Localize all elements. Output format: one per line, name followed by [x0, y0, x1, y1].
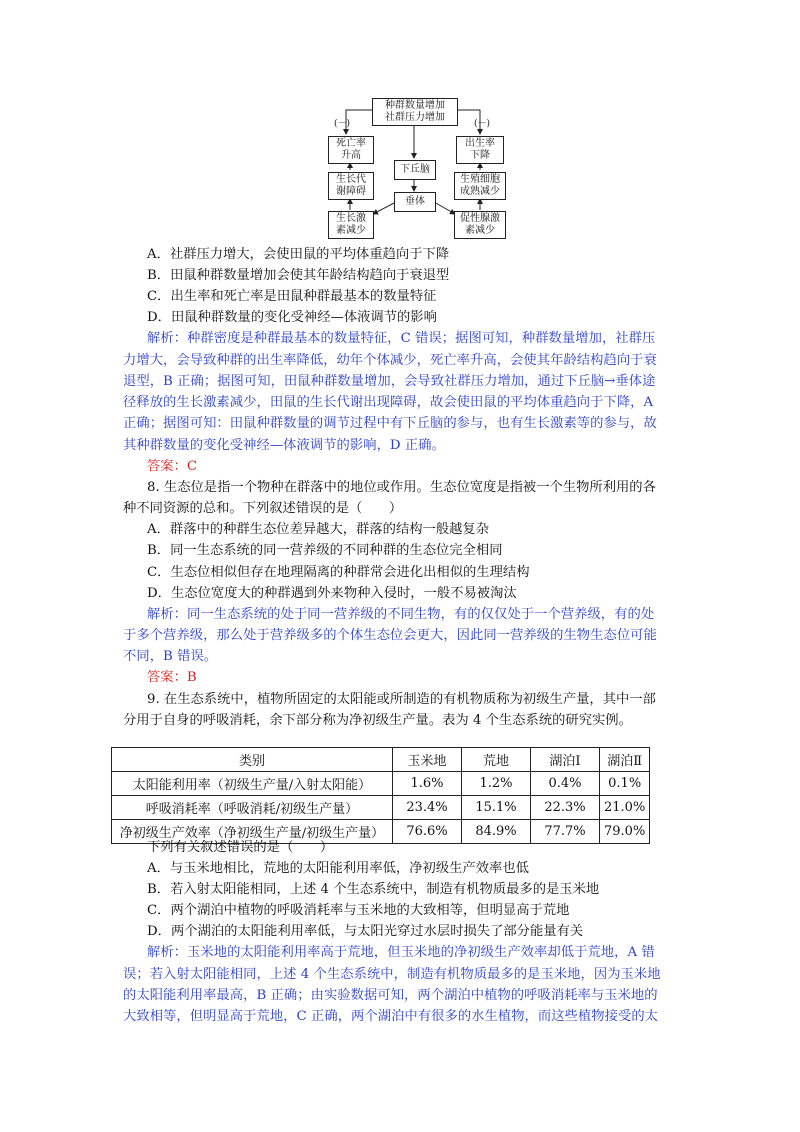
table-header-cell: 类别 — [112, 748, 393, 772]
q7-analysis-3: 退型，B 正确；据图可知，田鼠种群数量增加，会导致社群压力增加，通过下丘脑→垂体途 — [123, 374, 656, 389]
table-cell: 76.6% — [393, 820, 462, 844]
q7-option-d: D．田鼠种群数量的变化受神经—体液调节的影响 — [147, 310, 437, 325]
q8-stem-2: 种不同资源的总和。下列叙述错误的是（ ） — [123, 501, 403, 516]
data-table — [111, 747, 650, 844]
q7-analysis-2: 力增大，会导致种群的出生率降低，幼年个体减少，死亡率升高，会使其年龄结构趋向于衰 — [123, 353, 657, 368]
top-box: 种群数量增加 社群压力增加 — [372, 98, 458, 126]
table-cell: 净初级生产效率（净初级生产量/初级生产量） — [112, 820, 393, 844]
table-cell: 21.0% — [600, 796, 650, 820]
left-box-1: 死亡率 升高 — [328, 136, 374, 164]
right-box-2: 生殖细胞 成熟减少 — [454, 172, 506, 200]
q8-option-d: D．生态位宽度大的种群遇到外来物种入侵时，一般不易被淘汰 — [147, 586, 517, 601]
table-cell: 22.3% — [531, 796, 600, 820]
table-header-cell: 玉米地 — [393, 748, 462, 772]
q8-answer: 答案：B — [147, 670, 197, 685]
pituitary-box: 垂体 — [394, 192, 436, 212]
table-row — [112, 772, 650, 796]
right-box-1: 出生率 下降 — [456, 136, 504, 164]
table-cell: 太阳能利用率（初级生产量/入射太阳能） — [112, 772, 393, 796]
left-box-3: 生长激 素减少 — [328, 211, 374, 239]
left-box-2: 生长代 谢障碍 — [328, 172, 374, 200]
table-cell: 0.1% — [600, 772, 650, 796]
q9-analysis-1: 解析：玉米地的太阳能利用率高于荒地，但玉米地的净初级生产效率却低于荒地，A 错 — [147, 945, 655, 960]
table-row — [112, 796, 650, 820]
table-cell: 23.4% — [393, 796, 462, 820]
right-minus-label: (－) — [474, 119, 491, 129]
q9-stem-2: 分用于自身的呼吸消耗，余下部分称为净初级生产量。表为 4 个生态系统的研究实例。 — [123, 713, 632, 728]
q8-analysis-1: 解析：同一生态系统的处于同一营养级的不同生物，有的仅仅处于一个营养级，有的处 — [147, 607, 655, 622]
q8-stem-1: 8. 生态位是指一个物种在群落中的地位或作用。生态位宽度是指被一个生物所利用的各 — [147, 480, 656, 495]
table-header-cell: 湖泊Ⅰ — [531, 748, 600, 772]
q7-analysis-5: 正确；据图可知：田鼠种群数量的调节过程中有下丘脑的参与，也有生长激素等的参与，故 — [123, 416, 657, 431]
table-cell: 1.6% — [393, 772, 462, 796]
q7-option-a: A．社群压力增大，会使田鼠的平均体重趋向于下降 — [147, 247, 450, 262]
q7-analysis-6: 其种群数量的变化受神经—体液调节的影响，D 正确。 — [123, 438, 445, 453]
q7-answer: 答案：C — [147, 459, 198, 474]
table-header-cell: 荒地 — [462, 748, 531, 772]
q7-option-c: C．出生率和死亡率是田鼠种群最基本的数量特征 — [147, 289, 437, 304]
q9-option-a: A．与玉米地相比，荒地的太阳能利用率低，净初级生产效率也低 — [147, 861, 529, 876]
table-header-cell: 湖泊Ⅱ — [600, 748, 650, 772]
q9-option-d: D．两个湖泊的太阳能利用率低，与太阳光穿过水层时损失了部分能量有关 — [147, 924, 584, 939]
q9-stem-1: 9. 在生态系统中，植物所固定的太阳能或所制造的有机物质称为初级生产量，其中一部 — [147, 692, 656, 707]
q9-option-b: B．若入射太阳能相同，上述 4 个生态系统中，制造有机物质最多的是玉米地 — [147, 882, 600, 897]
q8-analysis-2: 于多个营养级，那么处于营养级多的个体生态位会更大，因此同一营养级的生物生态位可能 — [123, 628, 657, 643]
q9-analysis-2: 误；若入射太阳能相同，上述 4 个生态系统中，制造有机物质最多的是玉米地，因为玉米地 — [123, 967, 661, 982]
q8-option-c: C．生态位相似但存在地理隔离的种群常会进化出相似的生理结构 — [147, 565, 530, 580]
q9-analysis-4: 大致相等，但明显高于荒地，C 正确，两个湖泊中有很多的水生植物，而这些植物接受的太 — [123, 1009, 659, 1024]
table-cell: 79.0% — [600, 820, 650, 844]
left-minus-label: (－) — [334, 119, 351, 129]
table-cell: 77.7% — [531, 820, 600, 844]
table-cell: 0.4% — [531, 772, 600, 796]
q8-analysis-3: 不同，B 错误。 — [123, 649, 218, 664]
q8-option-b: B．同一生态系统的同一营养级的不同种群的生态位完全相同 — [147, 543, 503, 558]
right-box-3: 促性腺激 素减少 — [454, 211, 506, 239]
table-cell: 84.9% — [462, 820, 531, 844]
q9-analysis-3: 的太阳能利用率最高，B 正确；由实验数据可知，两个湖泊中植物的呼吸消耗率与玉米地的 — [123, 988, 658, 1003]
q9-option-c: C．两个湖泊中植物的呼吸消耗率与玉米地的大致相等，但明显高于荒地 — [147, 903, 570, 918]
q9-prompt: 下列有关叙述错误的是（ ） — [147, 840, 334, 855]
table-cell: 呼吸消耗率（呼吸消耗/初级生产量） — [112, 796, 393, 820]
table-header-row — [112, 748, 650, 772]
hypothalamus-box: 下丘脑 — [394, 160, 436, 180]
q7-analysis-4: 径释放的生长激素减少，田鼠的生长代谢出现障碍，故会使田鼠的平均体重趋向于下降，A — [123, 395, 654, 410]
q7-option-b: B．田鼠种群数量增加会使其年龄结构趋向于衰退型 — [147, 268, 450, 283]
regulation-diagram — [326, 98, 506, 243]
table-cell: 1.2% — [462, 772, 531, 796]
q8-option-a: A．群落中的种群生态位差异越大，群落的结构一般越复杂 — [147, 522, 490, 537]
q7-analysis-1: 解析：种群密度是种群最基本的数量特征，C 错误；据图可知，种群数量增加，社群压 — [147, 331, 656, 346]
table-cell: 15.1% — [462, 796, 531, 820]
